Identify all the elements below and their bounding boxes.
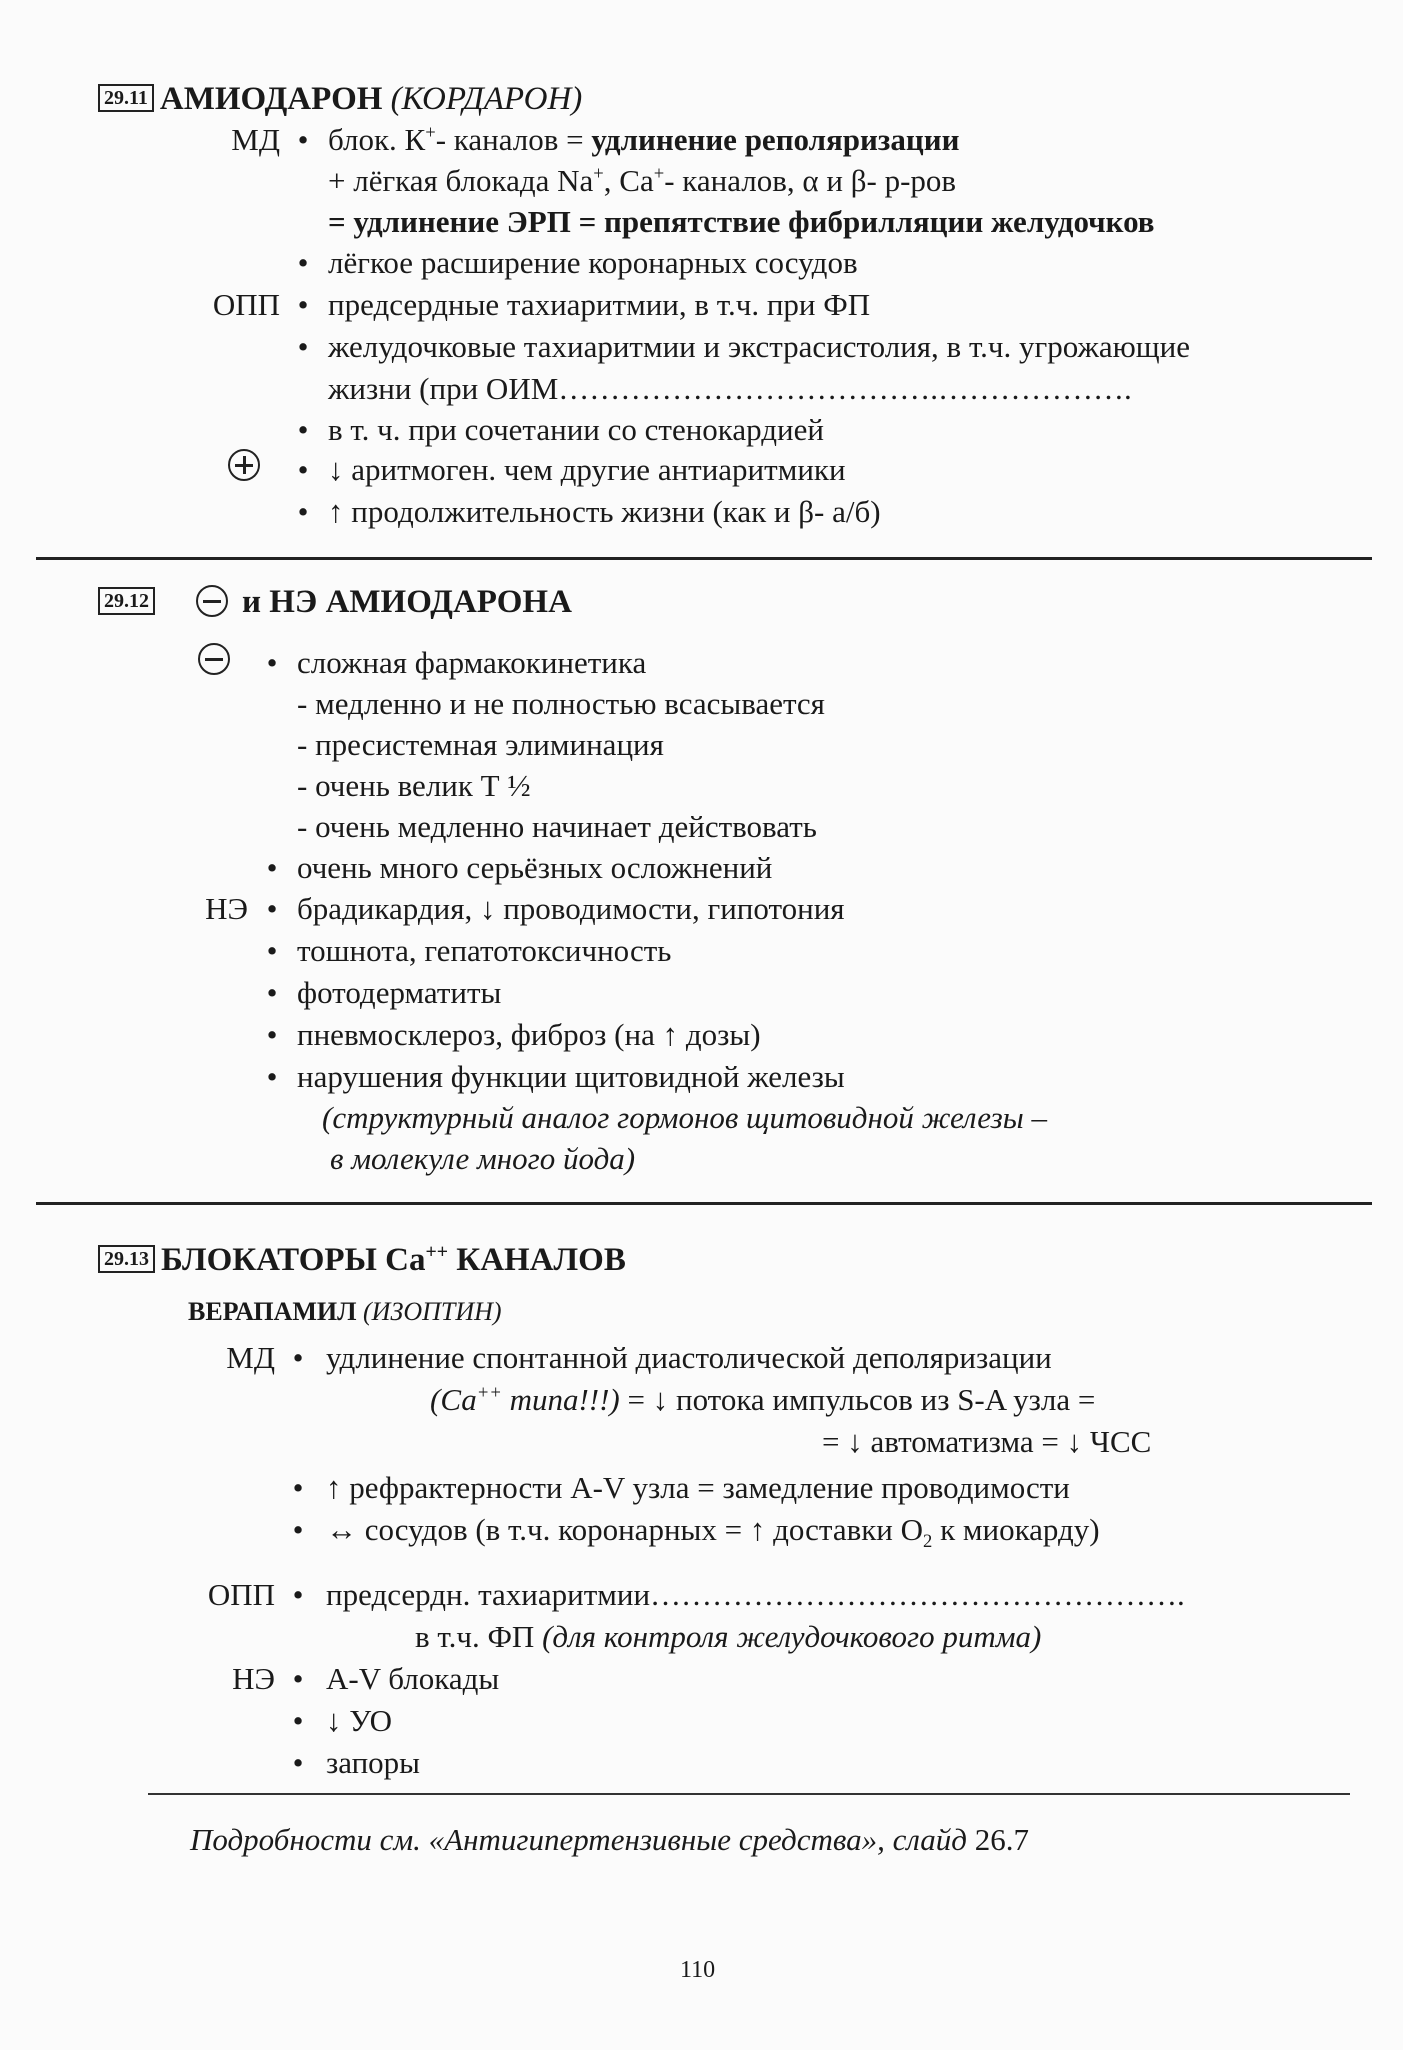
indication-line-4: в т. ч. при сочетании со стенокардией [328, 412, 824, 447]
minus-circle-icon [196, 585, 228, 617]
section-divider [36, 557, 1372, 560]
mechanism-line-3: = удлинение ЭРП = препятствие фибрилляции желудочков [328, 204, 1155, 239]
section-title-ca-blockers: 29.13 БЛОКАТОРЫ Са++ КАНАЛОВ [98, 1241, 626, 1279]
mechanism-line-4: ↑ рефрактерности A-V узла = замедление проводимости [326, 1470, 1070, 1505]
bullet: • [266, 933, 278, 968]
bullet: • [266, 850, 278, 885]
label-opp: ОПП [212, 287, 280, 322]
bullet: • [292, 1512, 304, 1547]
section-title-text: и НЭ АМИОДАРОНА [242, 584, 572, 620]
note-line-2: в молекуле много йода) [330, 1141, 636, 1176]
mechanism-line-5: ↔ сосудов (в т.ч. коронарных = ↑ доставки $О_2$ к миокарду) [326, 1512, 1100, 1553]
section-number: 29.12 [98, 587, 155, 615]
reference-note: Подробности см. «Антигипертензивные средства», слайд 26.7 [190, 1822, 1029, 1857]
section-title-amiodarone-adverse [98, 583, 161, 621]
minus-circle-icon [198, 643, 230, 675]
adverse-line-1: брадикардия, ↓ проводимости, гипотония [297, 891, 845, 926]
pk-detail-2: - пресистемная элиминация [297, 727, 664, 762]
indication-line-2: в т.ч. ФП (для контроля желудочкового ритма) [415, 1619, 1042, 1654]
plus-circle-icon [228, 449, 260, 481]
adverse-line-5: нарушения функции щитовидной железы [297, 1059, 845, 1094]
pk-detail-1: - медленно и не полностью всасывается [297, 686, 825, 721]
bullet: • [297, 122, 309, 157]
mechanism-line-1: удлинение спонтанной диастолической деполяризации [326, 1340, 1052, 1375]
indication-line-2: желудочковые тахиаритмии и экстрасистолия, в т.ч. угрожающие [328, 329, 1191, 364]
bullet: • [297, 245, 309, 280]
adverse-line-3: запоры [326, 1745, 421, 1780]
note-line-1: (структурный аналог гормонов щитовидной железы – [322, 1100, 1047, 1135]
adverse-line-1: A-V блокады [326, 1661, 500, 1696]
section-number: 29.13 [98, 1245, 155, 1273]
pk-detail-3: - очень велик Т ½ [297, 768, 531, 803]
bullet: • [266, 645, 278, 680]
indication-line-3: жизни (при ОИМ……………………………….………………. [328, 371, 1132, 406]
bullet: • [297, 287, 309, 322]
bullet: • [297, 329, 309, 364]
disadvantage-line-1: сложная фармакокинетика [297, 645, 647, 680]
adverse-line-3: фотодерматиты [297, 975, 502, 1010]
pk-detail-4: - очень медленно начинает действовать [297, 809, 817, 844]
advantage-line-1: ↓ аритмоген. чем другие антиаритмики [328, 452, 846, 487]
bullet: • [266, 1017, 278, 1052]
bullet: • [292, 1745, 304, 1780]
bullet: • [266, 975, 278, 1010]
section-divider [36, 1202, 1372, 1205]
bullet: • [292, 1340, 304, 1375]
label-ne: НЭ [205, 891, 248, 926]
bullet: • [292, 1703, 304, 1738]
mechanism-line-3: = ↓ автоматизма = ↓ ЧСС [822, 1424, 1152, 1459]
indication-line-1: предсердн. тахиаритмии……………………………………………. [326, 1577, 1185, 1612]
label-opp: ОПП [207, 1577, 275, 1612]
mechanism-line-2: (Са++ типа!!!) = ↓ потока импульсов из S-A узла = [430, 1382, 1096, 1417]
drug-name: ВЕРАПАМИЛ (ИЗОПТИН) [188, 1297, 502, 1326]
bullet: • [292, 1661, 304, 1696]
mechanism-line-4: лёгкое расширение коронарных сосудов [328, 245, 858, 280]
mechanism-line-1: блок. К+- каналов = удлинение реполяризации [328, 122, 960, 157]
label-ne: НЭ [232, 1661, 275, 1696]
label-md: МД [231, 122, 280, 157]
adverse-line-2: ↓ УО [326, 1703, 393, 1738]
bullet: • [292, 1470, 304, 1505]
bullet: • [266, 1059, 278, 1094]
page-number: 110 [680, 1957, 716, 1983]
adverse-line-2: тошнота, гепатотоксичность [297, 933, 672, 968]
bullet: • [297, 412, 309, 447]
footer-divider [148, 1793, 1350, 1795]
mechanism-line-2: + лёгкая блокада Na+, Са+- каналов, α и β- р-ров [328, 163, 957, 198]
section-title-amiodarone: 29.11 АМИОДАРОН (КОРДАРОН) [98, 80, 582, 118]
label-md: МД [226, 1340, 275, 1375]
indication-line-1: предсердные тахиаритмии, в т.ч. при ФП [328, 287, 871, 322]
bullet: • [292, 1577, 304, 1612]
bullet: • [297, 494, 309, 529]
adverse-line-4: пневмосклероз, фиброз (на ↑ дозы) [297, 1017, 761, 1052]
bullet: • [297, 452, 309, 487]
advantage-line-2: ↑ продолжительность жизни (как и β- а/б) [328, 494, 881, 529]
section-number: 29.11 [98, 84, 154, 112]
disadvantage-line-2: очень много серьёзных осложнений [297, 850, 773, 885]
bullet: • [266, 891, 278, 926]
